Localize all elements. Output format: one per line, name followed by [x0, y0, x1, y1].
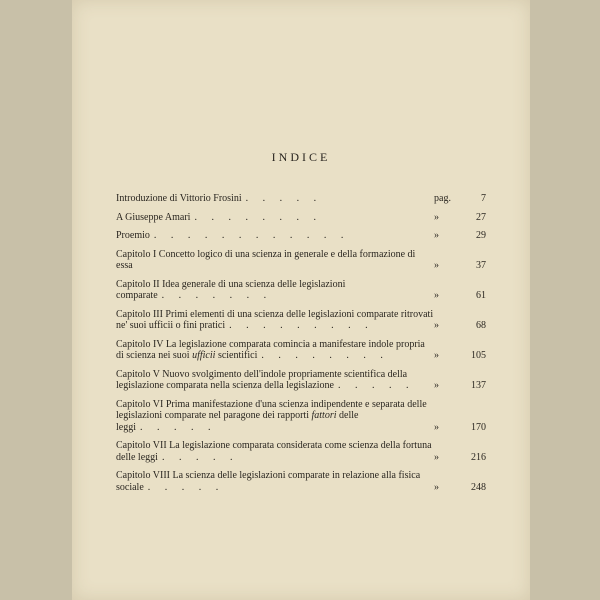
leader-dots: . . . . .: [161, 451, 239, 463]
page-prefix: »: [434, 320, 439, 331]
toc-entry: [116, 279, 486, 302]
page-prefix: »: [434, 260, 439, 271]
leader-dots: . . . . .: [337, 380, 415, 391]
page-number: 27: [476, 211, 486, 223]
leader-dots: . . . . . . . .: [194, 211, 322, 223]
entry-title: Proemio: [116, 230, 150, 241]
leader-dots: . . . . .: [147, 481, 225, 493]
page-prefix: »: [434, 421, 439, 433]
page-number: 137: [471, 380, 486, 391]
entry-title: Capitolo IV La legislazione comparata comincia a manifestare indole propria di scienza nei suoi: [116, 338, 425, 361]
leader-dots: . . . . . . . . .: [229, 320, 374, 331]
toc-entry: [116, 399, 486, 434]
page-number: 68: [476, 320, 486, 331]
entry-title: Capitolo III Primi elementi di una scienza delle legislazioni comparate ritrovati ne' suoi ufficii o fini pratici: [116, 308, 434, 331]
leader-dots: . . . . .: [245, 193, 323, 204]
page-prefix: »: [434, 350, 439, 361]
page-number: 29: [476, 230, 486, 241]
page-number: 248: [471, 481, 486, 493]
page-number: 216: [471, 451, 486, 463]
toc-entry: [116, 440, 486, 463]
page-number: 105: [471, 350, 486, 361]
page-prefix: »: [434, 290, 439, 301]
entry-title: Introduzione di Vittorio Frosini: [116, 193, 242, 204]
book-page: [72, 0, 530, 600]
entry-title: Capitolo I Concetto logico di una scienza in generale e della formazione di essa: [116, 248, 416, 271]
page-prefix: »: [434, 481, 439, 493]
page-number: 170: [471, 421, 486, 433]
toc-entry: [116, 230, 486, 242]
toc-entry: [116, 339, 486, 362]
leader-dots: . . . . . . . . . . . .: [153, 230, 350, 241]
entry-title: Capitolo V Nuovo svolgimento dell'indole propriamente scientifica della legislazione comparata nella scienza della legislazione: [116, 368, 408, 391]
entry-title: delle leggi: [116, 410, 359, 433]
table-of-contents: [116, 193, 486, 500]
entry-title: Capitolo VIII La scienza delle legislazioni comparate in relazione alla fisica sociale: [116, 470, 421, 493]
toc-entry: [116, 309, 486, 332]
leader-dots: . . . . . . . .: [261, 350, 389, 361]
toc-entry: [116, 193, 486, 205]
entry-title-italic: ufficii: [192, 350, 216, 361]
toc-entry: [116, 249, 486, 272]
entry-title: Capitolo VI Prima manifestazione d'una scienza indipendente e separata delle legislazioni comparate nel paragone dei rapporti: [116, 398, 427, 421]
page-number: 37: [476, 260, 486, 271]
entry-title: scientifici: [215, 350, 258, 361]
leader-dots: . . . . . . .: [161, 290, 273, 301]
page-number: 61: [476, 290, 486, 301]
entry-title: Capitolo II Idea generale di una scienza delle legislazioni comparate: [116, 278, 346, 301]
page-number: 7: [481, 193, 486, 204]
toc-entry: [116, 212, 486, 224]
leader-dots: . . . . .: [140, 421, 217, 433]
page-prefix: pag.: [434, 193, 451, 204]
entry-title: Capitolo VII La legislazione comparata considerata come scienza della fortuna delle leggi: [116, 440, 432, 463]
page-prefix: »: [434, 230, 439, 241]
page-prefix: »: [434, 380, 439, 391]
entry-title-italic: fattori: [311, 410, 337, 421]
page-prefix: »: [434, 451, 439, 463]
page-prefix: »: [434, 211, 439, 223]
page-title: INDICE: [271, 150, 331, 164]
toc-entry: [116, 369, 486, 392]
toc-entry: [116, 470, 486, 493]
entry-title: A Giuseppe Amari: [116, 211, 191, 223]
